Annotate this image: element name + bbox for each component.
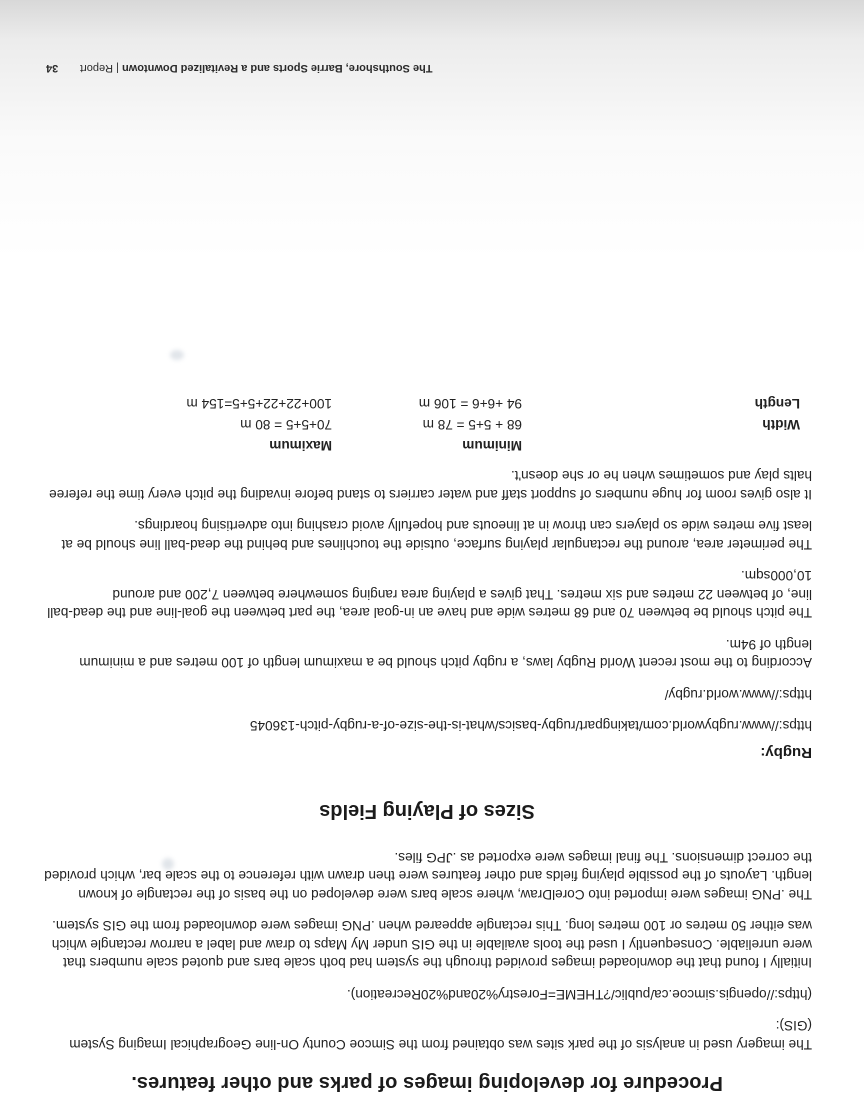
subheading-rugby: Rugby: bbox=[760, 744, 812, 762]
gis-url: (https://opengis.simcoe.ca/public/?THEME=Forestry%20and%20Recreation). bbox=[346, 987, 812, 1002]
sizes-width-minimum: 68 + 5+5 = 78 m bbox=[422, 417, 522, 432]
footer-title-block bbox=[80, 62, 433, 74]
footer-separator: | bbox=[116, 62, 119, 74]
page-number: 34 bbox=[46, 62, 59, 74]
footer-title: The Southshore, Barrie Sports and a Revitalized Downtown bbox=[122, 62, 433, 74]
sizes-row-length-label: Length bbox=[754, 396, 800, 411]
paragraph-coreldraw: The .PNG images were imported into CorelDraw, where scale bars were developed on the basis of the rectangle of known length. Layouts of the possible playing fields and other features were then drawn with reference to the scale bar, which provided the correct dimensions. The final images were exported as .JPG files. bbox=[44, 850, 812, 902]
paragraph-pitch-width: The pitch should be between 70 and 68 metres wide and have an in-goal area, the part between the goal-line and the dead-ball line, of between 22 metres and six metres. That gives a playing area ranging somewhere between 7,200 and around 10,000sqm. bbox=[47, 568, 812, 621]
sizes-row-width-label: Width bbox=[762, 417, 800, 432]
sizes-header-minimum: Minimum bbox=[462, 438, 522, 453]
sizes-length-maximum: 100+22+22+5+5=154 m bbox=[186, 396, 332, 411]
sizes-header-maximum: Maximum bbox=[269, 438, 332, 453]
paragraph-pitch-length: According to the most recent World Rugby laws, a rugby pitch should be a maximum length of 100 metres and a minimum length of 94m. bbox=[79, 637, 812, 671]
scan-smudge bbox=[170, 350, 184, 360]
paragraph-perimeter: The perimeter area, around the rectangular playing surface, outside the touchlines and behind the dead-ball line should be at least five metres wide so players can throw in at lineouts and hopefully avoid crashing into advertising hoardings. bbox=[61, 518, 812, 552]
section-heading-procedure: Procedure for developing images of parks and other features. bbox=[131, 1072, 723, 1094]
sizes-length-minimum: 94 +6+6 = 106 m bbox=[418, 396, 522, 411]
rugbyworld-url: https://www.rugbyworld.com/takingpart/rugby-basics/what-is-the-size-of-a-rugby-pitch-136045 bbox=[249, 718, 812, 734]
scan-smudge bbox=[162, 858, 174, 870]
worldrugby-url: https://www.world.rugby/ bbox=[664, 687, 812, 702]
paragraph-scale-issues: Initially I found that the downloaded images provided through the system had both scale bars and quoted scale numbers that were unreliable. Consequently I used the tools available in the GIS under My Maps to draw and label a narrow rectangle which was either 50 metres or 100 metres long. This rectangle appeared when .PNG images were downloaded from the GIS system. bbox=[51, 918, 812, 971]
paragraph-imagery-source: The imagery used in analysis of the park sites was obtained from the Simcoe County On-line Geographical Imaging System (GIS): bbox=[69, 1018, 812, 1052]
sizes-width-maximum: 70+5+5 = 80 m bbox=[240, 417, 332, 432]
pitch-sizes-table bbox=[72, 393, 812, 453]
footer-section: Report bbox=[80, 62, 114, 74]
section-heading-sizes: Sizes of Playing Fields bbox=[319, 800, 535, 823]
page-content bbox=[42, 393, 812, 1094]
paragraph-support-staff: It also gives room for huge numbers of support staff and water carriers to stand before invading the pitch every time the referee halts play and sometimes when he or she doesn't. bbox=[49, 468, 812, 502]
